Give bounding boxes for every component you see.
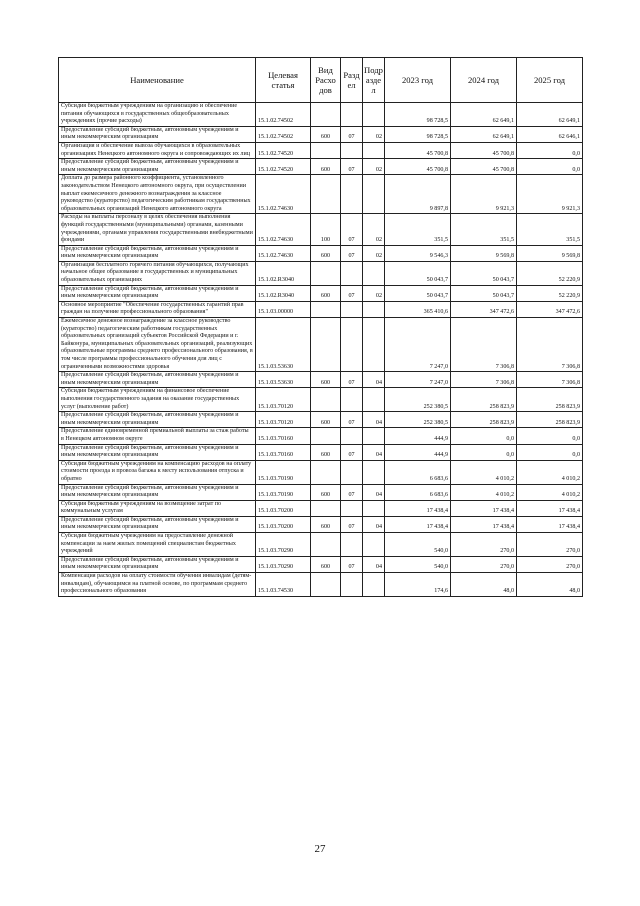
row-expense-type: 600 xyxy=(311,285,341,301)
row-value-2025: 52 220,9 xyxy=(517,285,583,301)
row-value-2025: 17 438,4 xyxy=(517,516,583,532)
row-value-2023: 444,9 xyxy=(385,428,451,444)
row-name: Основное мероприятие "Обеспечение государственных гарантий прав граждан на получение профессионального образования" xyxy=(59,301,256,317)
table-row xyxy=(59,142,583,158)
header-subsection: Подр азде л xyxy=(363,58,385,103)
row-value-2024: 258 823,9 xyxy=(451,412,517,428)
row-section: 07 xyxy=(341,214,363,245)
row-value-2025: 9 569,8 xyxy=(517,245,583,261)
row-name: Субсидия бюджетным учреждениям на организацию и обеспечение питания обучающихся в государственных общеобразовательных учреждениях (прочие расходы) xyxy=(59,103,256,127)
row-target-article: 15.1.02.74630 xyxy=(256,214,311,245)
row-value-2023: 6 683,6 xyxy=(385,460,451,484)
row-name: Доплата до размера районного коэффициента, установленного законодательством Ненецкого автономного округа, при осуществлении выплат ежемесячного денежного вознаграждения за классное руководство (кураторство) педагогическим работникам государственных образовательных организаций Ненецкого автономного округа xyxy=(59,175,256,214)
row-section: 07 xyxy=(341,556,363,572)
row-subsection xyxy=(363,500,385,516)
row-target-article: 15.1.03.70200 xyxy=(256,516,311,532)
row-expense-type: 600 xyxy=(311,556,341,572)
row-value-2024: 17 438,4 xyxy=(451,516,517,532)
row-subsection: 04 xyxy=(363,556,385,572)
row-value-2024: 347 472,6 xyxy=(451,301,517,317)
row-value-2023: 17 438,4 xyxy=(385,516,451,532)
row-expense-type xyxy=(311,533,341,557)
row-section xyxy=(341,428,363,444)
table-row xyxy=(59,388,583,412)
row-target-article: 15.1.03.70190 xyxy=(256,484,311,500)
row-section: 07 xyxy=(341,444,363,460)
row-target-article: 15.1.03.00000 xyxy=(256,301,311,317)
row-target-article: 15.1.03.70120 xyxy=(256,412,311,428)
row-value-2024: 4 010,2 xyxy=(451,460,517,484)
row-subsection: 04 xyxy=(363,372,385,388)
row-section: 07 xyxy=(341,412,363,428)
row-target-article: 15.1.02.74520 xyxy=(256,159,311,175)
row-value-2025: 17 438,4 xyxy=(517,500,583,516)
row-value-2024: 4 010,2 xyxy=(451,484,517,500)
row-value-2024: 270,0 xyxy=(451,533,517,557)
row-subsection xyxy=(363,428,385,444)
header-2025: 2025 год xyxy=(517,58,583,103)
row-value-2024: 17 438,4 xyxy=(451,500,517,516)
table-row xyxy=(59,103,583,127)
row-section: 07 xyxy=(341,516,363,532)
row-expense-type xyxy=(311,103,341,127)
row-name: Предоставление субсидий бюджетным, автономным учреждениям и иным некоммерческим организациям xyxy=(59,126,256,142)
row-name: Компенсация расходов на оплату стоимости обучения инвалидам (детям-инвалидам), обучающимся на платной основе, по программам среднего профессионального образования xyxy=(59,573,256,597)
row-name: Предоставление субсидий бюджетным, автономным учреждениям и иным некоммерческим организациям xyxy=(59,245,256,261)
header-expense-type: Вид Расхо дов xyxy=(311,58,341,103)
row-value-2023: 50 043,7 xyxy=(385,261,451,285)
row-expense-type: 600 xyxy=(311,412,341,428)
row-value-2024: 48,0 xyxy=(451,573,517,597)
row-expense-type: 600 xyxy=(311,245,341,261)
row-value-2023: 6 683,6 xyxy=(385,484,451,500)
row-expense-type: 600 xyxy=(311,372,341,388)
row-section xyxy=(341,301,363,317)
row-section: 07 xyxy=(341,126,363,142)
row-name: Расходы на выплаты персоналу в целях обеспечения выполнения функций государственными (муниципальными) органами, казенными учреждениями, органами управления государственными внебюджетными фондами xyxy=(59,214,256,245)
row-subsection: 04 xyxy=(363,484,385,500)
header-2024: 2024 год xyxy=(451,58,517,103)
row-target-article: 15.1.03.70290 xyxy=(256,533,311,557)
row-target-article: 15.1.03.70290 xyxy=(256,556,311,572)
row-value-2024: 50 043,7 xyxy=(451,261,517,285)
row-value-2023: 50 043,7 xyxy=(385,285,451,301)
row-subsection: 02 xyxy=(363,285,385,301)
row-value-2024: 9 921,3 xyxy=(451,175,517,214)
row-value-2023: 252 380,5 xyxy=(385,388,451,412)
row-value-2025: 258 823,9 xyxy=(517,388,583,412)
table-row xyxy=(59,318,583,372)
row-value-2025: 0,0 xyxy=(517,444,583,460)
table-header-row xyxy=(59,58,583,103)
row-value-2025: 0,0 xyxy=(517,142,583,158)
row-target-article: 15.1.03.53630 xyxy=(256,372,311,388)
row-subsection xyxy=(363,318,385,372)
row-subsection xyxy=(363,261,385,285)
row-expense-type: 600 xyxy=(311,484,341,500)
row-target-article: 15.1.03.70160 xyxy=(256,428,311,444)
row-value-2023: 252 380,5 xyxy=(385,412,451,428)
row-value-2025: 62 649,1 xyxy=(517,103,583,127)
row-expense-type xyxy=(311,428,341,444)
row-target-article: 15.1.02.R3040 xyxy=(256,261,311,285)
row-target-article: 15.1.02.74630 xyxy=(256,175,311,214)
table-row xyxy=(59,126,583,142)
row-value-2023: 45 700,8 xyxy=(385,159,451,175)
row-value-2025: 258 823,9 xyxy=(517,412,583,428)
row-subsection xyxy=(363,301,385,317)
row-target-article: 15.1.02.74520 xyxy=(256,142,311,158)
table-row xyxy=(59,444,583,460)
table-row xyxy=(59,533,583,557)
row-value-2025: 351,5 xyxy=(517,214,583,245)
row-subsection xyxy=(363,142,385,158)
budget-table xyxy=(58,57,583,597)
table-row xyxy=(59,175,583,214)
row-value-2025: 347 472,6 xyxy=(517,301,583,317)
row-value-2024: 0,0 xyxy=(451,428,517,444)
row-target-article: 15.1.02.R3040 xyxy=(256,285,311,301)
row-name: Предоставление субсидий бюджетным, автономным учреждениям и иным некоммерческим организациям xyxy=(59,516,256,532)
row-expense-type xyxy=(311,388,341,412)
row-value-2025: 52 220,9 xyxy=(517,261,583,285)
row-subsection xyxy=(363,103,385,127)
page-number: 27 xyxy=(314,843,326,855)
row-name: Предоставление субсидий бюджетным, автономным учреждениям и иным некоммерческим организациям xyxy=(59,444,256,460)
row-section xyxy=(341,142,363,158)
row-expense-type xyxy=(311,301,341,317)
row-value-2024: 9 569,8 xyxy=(451,245,517,261)
row-expense-type xyxy=(311,500,341,516)
row-target-article: 15.1.03.70190 xyxy=(256,460,311,484)
row-subsection xyxy=(363,388,385,412)
table-row xyxy=(59,460,583,484)
row-value-2025: 4 010,2 xyxy=(517,460,583,484)
row-value-2023: 540,0 xyxy=(385,556,451,572)
row-name: Субсидия бюджетным учреждениям на финансовое обеспечение выполнения государственного задания на оказание государственных услуг (выполнение работ) xyxy=(59,388,256,412)
row-name: Организация и обеспечение вывоза обучающихся в образовательных организациях Ненецкого автономного округа и сопровождающих их лиц xyxy=(59,142,256,158)
row-value-2024: 270,0 xyxy=(451,556,517,572)
table-row xyxy=(59,412,583,428)
row-value-2023: 17 438,4 xyxy=(385,500,451,516)
row-name: Предоставление субсидий бюджетным, автономным учреждениям и иным некоммерческим организациям xyxy=(59,372,256,388)
row-name: Предоставление субсидий бюджетным, автономным учреждениям и иным некоммерческим организациям xyxy=(59,159,256,175)
row-value-2024: 351,5 xyxy=(451,214,517,245)
row-section xyxy=(341,175,363,214)
row-value-2023: 9 546,3 xyxy=(385,245,451,261)
table-row xyxy=(59,372,583,388)
row-subsection xyxy=(363,460,385,484)
row-name: Субсидия бюджетным учреждениям на возмещение затрат по коммунальным услугам xyxy=(59,500,256,516)
table-row xyxy=(59,573,583,597)
table-row xyxy=(59,428,583,444)
row-target-article: 15.1.02.74502 xyxy=(256,126,311,142)
row-section: 07 xyxy=(341,159,363,175)
row-value-2025: 4 010,2 xyxy=(517,484,583,500)
row-subsection: 02 xyxy=(363,214,385,245)
row-value-2023: 98 728,5 xyxy=(385,126,451,142)
row-expense-type: 600 xyxy=(311,126,341,142)
row-section xyxy=(341,500,363,516)
row-section xyxy=(341,261,363,285)
row-target-article: 15.1.03.70200 xyxy=(256,500,311,516)
row-section xyxy=(341,460,363,484)
table-row xyxy=(59,245,583,261)
row-subsection xyxy=(363,533,385,557)
row-section xyxy=(341,318,363,372)
row-value-2025: 62 646,1 xyxy=(517,126,583,142)
row-subsection xyxy=(363,175,385,214)
row-section: 07 xyxy=(341,372,363,388)
row-value-2025: 270,0 xyxy=(517,556,583,572)
row-expense-type: 600 xyxy=(311,516,341,532)
row-name: Ежемесячное денежное вознаграждение за классное руководство (кураторство) педагогическим работникам государственных образовательных организаций субъектов Российской Федерации и г. Байконура, муниципальных образовательных организаций, реализующих образовательные программы среднего профессионального образования, в том числе программы профессионального обучения для лиц с ограниченными возможностями здоровья xyxy=(59,318,256,372)
row-expense-type xyxy=(311,261,341,285)
row-name: Субсидии бюджетным учреждениям на предоставление денежной компенсации за наем жилых помещений специалистам бюджетных учреждений xyxy=(59,533,256,557)
row-expense-type: 600 xyxy=(311,444,341,460)
row-value-2024: 7 306,8 xyxy=(451,318,517,372)
row-value-2025: 7 306,8 xyxy=(517,318,583,372)
row-value-2025: 9 921,3 xyxy=(517,175,583,214)
row-value-2023: 45 700,8 xyxy=(385,142,451,158)
row-value-2024: 45 700,8 xyxy=(451,142,517,158)
row-target-article: 15.1.03.70160 xyxy=(256,444,311,460)
row-name: Предоставление субсидий бюджетным, автономным учреждениям и иным некоммерческим организациям xyxy=(59,412,256,428)
table-row xyxy=(59,301,583,317)
row-expense-type xyxy=(311,318,341,372)
row-expense-type: 100 xyxy=(311,214,341,245)
table-row xyxy=(59,556,583,572)
row-expense-type xyxy=(311,142,341,158)
row-value-2023: 351,5 xyxy=(385,214,451,245)
table-row xyxy=(59,285,583,301)
row-value-2024: 62 649,1 xyxy=(451,103,517,127)
row-subsection: 04 xyxy=(363,516,385,532)
row-name: Субсидии бюджетным учреждениям на компенсацию расходов на оплату стоимости проезда и провоза багажа к месту использования отпуска и обратно xyxy=(59,460,256,484)
row-subsection: 04 xyxy=(363,444,385,460)
row-section xyxy=(341,103,363,127)
row-subsection: 02 xyxy=(363,159,385,175)
row-target-article: 15.1.02.74630 xyxy=(256,245,311,261)
row-value-2025: 0,0 xyxy=(517,159,583,175)
row-value-2024: 258 823,9 xyxy=(451,388,517,412)
row-section xyxy=(341,573,363,597)
row-expense-type xyxy=(311,460,341,484)
row-value-2025: 0,0 xyxy=(517,428,583,444)
row-section xyxy=(341,388,363,412)
row-name: Предоставление субсидий бюджетным, автономным учреждениям и иным некоммерческим организациям xyxy=(59,285,256,301)
row-value-2023: 365 410,6 xyxy=(385,301,451,317)
row-subsection: 02 xyxy=(363,126,385,142)
row-expense-type xyxy=(311,175,341,214)
row-value-2025: 48,0 xyxy=(517,573,583,597)
row-expense-type: 600 xyxy=(311,159,341,175)
row-target-article: 15.1.03.53630 xyxy=(256,318,311,372)
row-name: Предоставление субсидий бюджетным, автономным учреждениям и иным некоммерческим организациям xyxy=(59,556,256,572)
row-value-2024: 45 700,8 xyxy=(451,159,517,175)
row-value-2023: 7 247,0 xyxy=(385,318,451,372)
table-row xyxy=(59,484,583,500)
row-section: 07 xyxy=(341,245,363,261)
row-section: 07 xyxy=(341,484,363,500)
row-name: Организация бесплатного горячего питания обучающихся, получающих начальное общее образование в государственных и муниципальных образовательных организациях xyxy=(59,261,256,285)
row-value-2023: 98 728,5 xyxy=(385,103,451,127)
row-value-2025: 7 306,8 xyxy=(517,372,583,388)
row-target-article: 15.1.02.74502 xyxy=(256,103,311,127)
table-row xyxy=(59,500,583,516)
row-subsection: 02 xyxy=(363,245,385,261)
row-target-article: 15.1.03.70120 xyxy=(256,388,311,412)
row-value-2025: 270,0 xyxy=(517,533,583,557)
row-name: Предоставление субсидий бюджетным, автономным учреждениям и иным некоммерческим организациям xyxy=(59,484,256,500)
row-value-2023: 444,9 xyxy=(385,444,451,460)
row-value-2024: 0,0 xyxy=(451,444,517,460)
row-target-article: 15.1.03.74530 xyxy=(256,573,311,597)
row-subsection xyxy=(363,573,385,597)
table-row xyxy=(59,214,583,245)
header-target-article: Целевая статья xyxy=(256,58,311,103)
table-row xyxy=(59,261,583,285)
header-section: Разд ел xyxy=(341,58,363,103)
row-section xyxy=(341,533,363,557)
table-row xyxy=(59,516,583,532)
row-value-2024: 7 306,8 xyxy=(451,372,517,388)
row-value-2023: 9 897,8 xyxy=(385,175,451,214)
header-2023: 2023 год xyxy=(385,58,451,103)
row-name: Предоставление единовременной премиальной выплаты за стаж работы в Ненецком автономном округе xyxy=(59,428,256,444)
row-value-2024: 62 649,1 xyxy=(451,126,517,142)
row-expense-type xyxy=(311,573,341,597)
row-section: 07 xyxy=(341,285,363,301)
row-subsection: 04 xyxy=(363,412,385,428)
row-value-2023: 7 247,0 xyxy=(385,372,451,388)
header-name: Наименование xyxy=(59,58,256,103)
row-value-2024: 50 043,7 xyxy=(451,285,517,301)
row-value-2023: 174,6 xyxy=(385,573,451,597)
row-value-2023: 540,0 xyxy=(385,533,451,557)
table-row xyxy=(59,159,583,175)
